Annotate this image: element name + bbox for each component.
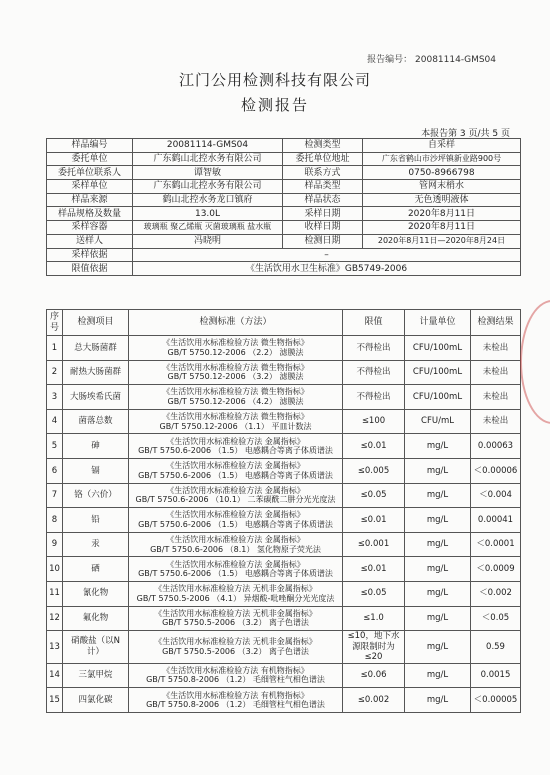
unit: mg/L [405,508,471,533]
test-item: 硒 [63,557,129,582]
test-result: ＜0.00005 [471,688,521,713]
test-item: 镉 [63,458,129,483]
limit-value: ≤0.06 [343,663,405,688]
unit: mg/L [405,581,471,606]
test-item: 总大肠菌群 [63,336,129,361]
label-sample-no: 样品编号 [47,139,133,153]
value-test-date: 2020年8月11日—2020年8月24日 [363,234,521,248]
table-row [47,336,521,361]
unit: mg/L [405,663,471,688]
value-sample-date: 2020年8月11日 [363,207,521,221]
row-number: 4 [47,409,63,434]
unit: CFU/mL [405,409,471,434]
test-standard-line: GB/T 5750.6-2006 （1.5） 电感耦合等离子体质谱法 [138,569,333,579]
results-header-cell: 检测结果 [471,310,521,336]
value-client-addr: 广东省鹤山市沙坪镇新业路900号 [363,152,521,166]
test-result: ＜0.002 [471,581,521,606]
unit: CFU/100mL [405,336,471,361]
company-name: 江门公用检测科技有限公司 [178,71,371,89]
label-receive-date: 收样日期 [283,221,363,235]
row-number: 9 [47,532,63,557]
test-standard [129,606,343,631]
value-container: 玻璃瓶 聚乙烯瓶 灭菌玻璃瓶 盐水瓶 [133,221,283,235]
results-header-cell: 计量单位 [405,310,471,336]
label-container: 采样容器 [47,221,133,235]
test-standard [129,557,343,582]
label-sampler: 采样单位 [47,180,133,194]
table-row [47,360,521,385]
sample-info-table [46,138,521,276]
test-item: 四氯化碳 [63,688,129,713]
value-source: 鹤山北控水务龙口镇府 [133,193,283,207]
limit-value: ≤0.01 [343,434,405,459]
test-standard [129,434,343,459]
row-number: 6 [47,458,63,483]
row-number: 7 [47,483,63,508]
value-test-type: 自采样 [363,139,521,153]
label-qty: 样品规格及数量 [47,207,133,221]
row-number: 12 [47,606,63,631]
test-result: 0.00063 [471,434,521,459]
test-result: ＜0.05 [471,606,521,631]
test-standard [129,483,343,508]
page-info: 本报告第 3 页/共 5 页 [421,129,510,139]
test-standard [129,663,343,688]
row-number: 10 [47,557,63,582]
label-source: 样品来源 [47,193,133,207]
limit-value: ≤0.05 [343,581,405,606]
test-result: 未检出 [471,360,521,385]
limit-value: ≤0.05 [343,483,405,508]
test-standard [129,385,343,410]
row-number: 1 [47,336,63,361]
value-sample-no: 20081114-GMS04 [133,139,283,153]
unit: mg/L [405,557,471,582]
value-limit-basis: 《生活饮用水卫生标准》GB5749-2006 [133,262,521,276]
limit-value: ≤10，地下水源限制时为≤20 [343,631,405,664]
test-standard-line: 《生活饮用水标准检验方法 金属指标》 [166,559,305,569]
test-standard-line: 《生活饮用水标准检验方法 金属指标》 [166,436,305,446]
test-standard-line: GB/T 5750.12-2006 （4.2） 滤膜法 [167,396,304,406]
test-standard [129,409,343,434]
label-test-date: 检测日期 [283,234,363,248]
row-number: 14 [47,663,63,688]
unit: mg/L [405,483,471,508]
value-sender: 冯晓明 [133,234,283,248]
table-row [47,458,521,483]
value-phone: 0750-8966798 [363,166,521,180]
label-contact: 委托单位联系人 [47,166,133,180]
limit-value: 不得检出 [343,336,405,361]
table-row [47,557,521,582]
test-standard-line: GB/T 5750.6-2006 （1.5） 电感耦合等离子体质谱法 [138,519,333,529]
results-header-cell: 检测项目 [63,310,129,336]
limit-value: ≤0.01 [343,557,405,582]
test-result: ＜0.00006 [471,458,521,483]
test-item: 大肠埃希氏菌 [63,385,129,410]
label-state: 样品状态 [283,193,363,207]
test-standard [129,581,343,606]
results-header-cell: 检测标准（方法） [129,310,343,336]
results-table [46,309,521,713]
test-standard-line: 《生活饮用水标准检验方法 无机非金属指标》 [154,584,317,594]
test-standard-line: 《生活饮用水标准检验方法 微生物指标》 [162,362,309,372]
row-number: 3 [47,385,63,410]
results-header-cell: 限值 [343,310,405,336]
unit: mg/L [405,606,471,631]
table-row [47,606,521,631]
test-standard-line: 《生活饮用水标准检验方法 金属指标》 [166,485,305,495]
red-seal-stamp [520,300,550,424]
row-number: 8 [47,508,63,533]
test-result: 未检出 [471,385,521,410]
test-result: 0.59 [471,631,521,664]
results-header-cell: 序号 [47,310,63,336]
label-test-type: 检测类型 [283,139,363,153]
label-limit-basis: 限值依据 [47,262,133,276]
test-standard-line: 《生活饮用水标准检验方法 有机物指标》 [162,690,309,700]
label-sender: 送样人 [47,234,133,248]
unit: mg/L [405,458,471,483]
value-sample-type: 管网末梢水 [363,180,521,194]
table-row [47,434,521,459]
table-row [47,409,521,434]
test-result: 未检出 [471,336,521,361]
test-result: 0.00041 [471,508,521,533]
test-item: 汞 [63,532,129,557]
unit: CFU/100mL [405,360,471,385]
test-standard [129,336,343,361]
test-standard-line: GB/T 5750.6-2006 （8.1） 氢化物原子荧光法 [150,544,321,554]
test-item: 铬（六价） [63,483,129,508]
test-item: 铅 [63,508,129,533]
table-row [47,508,521,533]
test-standard [129,688,343,713]
limit-value: ≤100 [343,409,405,434]
test-standard [129,458,343,483]
limit-value: ≤0.002 [343,688,405,713]
test-standard-line: GB/T 5750.12-2006 （3.2） 滤膜法 [167,372,304,382]
test-item: 菌落总数 [63,409,129,434]
label-client-addr: 委托单位地址 [283,152,363,166]
label-phone: 联系方式 [283,166,363,180]
label-basis: 采样依据 [47,248,133,262]
test-standard-line: GB/T 5750.6-2006 （1.5） 电感耦合等离子体质谱法 [138,470,333,480]
test-standard-line: 《生活饮用水标准检验方法 金属指标》 [166,510,305,520]
row-number: 5 [47,434,63,459]
test-item: 耐热大肠菌群 [63,360,129,385]
table-row [47,581,521,606]
test-standard [129,508,343,533]
test-result: ＜0.0001 [471,532,521,557]
row-number: 11 [47,581,63,606]
value-contact: 谭智敏 [133,166,283,180]
table-row [47,688,521,713]
test-standard-line: GB/T 5750.12-2006 （2.2） 滤膜法 [167,347,304,357]
row-number: 13 [47,631,63,664]
report-title: 检测报告 [240,96,309,114]
test-standard-line: GB/T 5750.6-2006 （10.1） 二苯碳酰二肼分光光度法 [135,495,336,505]
value-client: 广东鹤山北控水务有限公司 [133,152,283,166]
row-number: 15 [47,688,63,713]
test-result: 0.0015 [471,663,521,688]
limit-value: 不得检出 [343,385,405,410]
limit-value: ≤0.001 [343,532,405,557]
test-standard-line: 《生活饮用水标准检验方法 金属指标》 [166,461,305,471]
label-sample-type: 样品类型 [283,180,363,194]
test-standard-line: GB/T 5750.8-2006 （1.2） 毛细管柱气相色谱法 [146,700,325,710]
test-item: 氰化物 [63,581,129,606]
table-row [47,532,521,557]
table-row [47,663,521,688]
value-basis: – [133,248,521,262]
row-number: 2 [47,360,63,385]
value-qty: 13.0L [133,207,283,221]
value-receive-date: 2020年8月11日 [363,221,521,235]
label-sample-date: 采样日期 [283,207,363,221]
test-standard [129,360,343,385]
unit: mg/L [405,631,471,664]
test-standard-line: GB/T 5750.5-2006 （4.1） 异烟酸-吡唑酮分光光度法 [136,593,335,603]
table-row [47,483,521,508]
test-standard-line: 《生活饮用水标准检验方法 微生物指标》 [162,412,309,422]
value-state: 无色透明液体 [363,193,521,207]
test-standard-line: GB/T 5750.8-2006 （1.2） 毛细管柱气相色谱法 [146,675,325,685]
test-result: ＜0.0009 [471,557,521,582]
test-result: ＜0.004 [471,483,521,508]
test-item: 三氯甲烷 [63,663,129,688]
test-result: 未检出 [471,409,521,434]
value-sampler: 广东鹤山北控水务有限公司 [133,180,283,194]
test-standard-line: 《生活饮用水标准检验方法 微生物指标》 [162,338,309,348]
unit: mg/L [405,688,471,713]
limit-value: ≤0.01 [343,508,405,533]
test-standard [129,631,343,664]
test-standard-line: GB/T 5750.6-2006 （1.5） 电感耦合等离子体质谱法 [138,446,333,456]
unit: mg/L [405,434,471,459]
test-standard-line: 《生活饮用水标准检验方法 金属指标》 [166,535,305,545]
report-number: 报告编号： 20081114-GMS04 [367,55,496,65]
test-standard-line: 《生活饮用水标准检验方法 微生物指标》 [162,387,309,397]
label-client: 委托单位 [47,152,133,166]
test-standard-line: 《生活饮用水标准检验方法 无机非金属指标》 [154,608,317,618]
limit-value: 不得检出 [343,360,405,385]
table-row [47,385,521,410]
test-standard [129,532,343,557]
test-standard-line: GB/T 5750.5-2006 （3.2） 离子色谱法 [162,618,309,628]
limit-value: ≤1.0 [343,606,405,631]
limit-value: ≤0.005 [343,458,405,483]
test-item: 砷 [63,434,129,459]
table-row [47,631,521,664]
unit: mg/L [405,532,471,557]
test-standard-line: 《生活饮用水标准检验方法 无机非金属指标》 [154,637,317,647]
test-standard-line: 《生活饮用水标准检验方法 有机物指标》 [162,665,309,675]
test-item: 氟化物 [63,606,129,631]
test-standard-line: GB/T 5750.12-2006 （1.1） 平皿计数法 [159,421,312,431]
unit: CFU/100mL [405,385,471,410]
test-item: 硝酸盐（以N计） [63,631,129,664]
test-standard-line: GB/T 5750.5-2006 （3.2） 离子色谱法 [162,646,309,656]
